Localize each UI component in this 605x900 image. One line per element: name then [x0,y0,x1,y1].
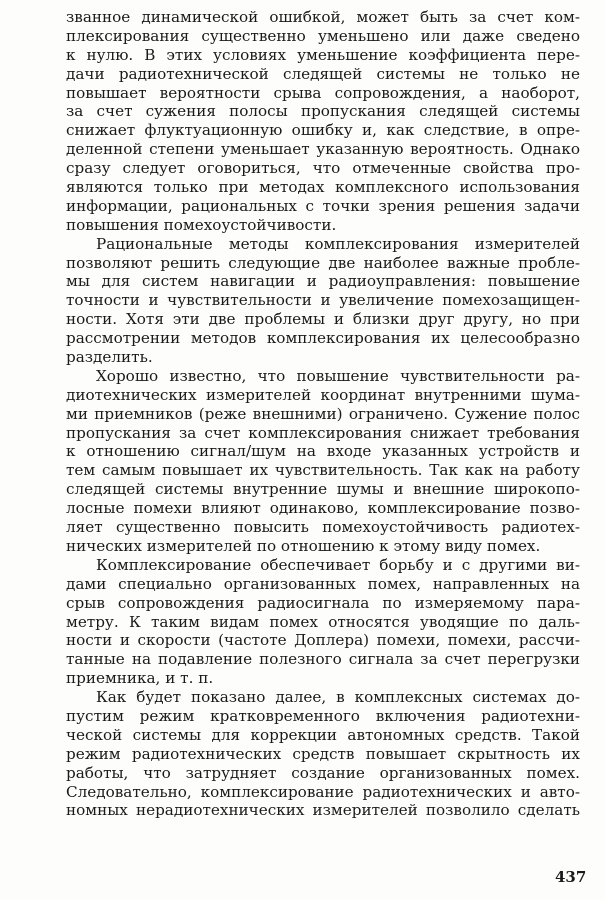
text-line: ми приемников (реже внешними) ограничено. Сужение полос [66,404,580,423]
text-line: пустим режим кратковременного включения радиотехни- [66,706,580,725]
text-line: ности. Хотя эти две проблемы и близки друг другу, но при [66,310,580,329]
text-line: мы для систем навигации и радиоуправления: повышение [66,272,580,291]
text-line: приемника, и т. п. [66,669,214,688]
text-line: снижает флуктуационную ошибку и, как следствие, в опре- [66,121,580,140]
text-line: танные на подавление полезного сигнала за счет перегрузки [66,650,580,669]
text-line: за счет сужения полосы пропускания следящей системы [66,102,580,121]
text-line: пропускания за счет комплексирования снижает требования [66,423,580,442]
text-line: срыв сопровождения радиосигнала по измеряемому пара- [66,593,580,612]
text-line: званное динамической ошибкой, может быть за счет ком- [66,8,580,26]
text-line: позволяют решить следующие две наиболее важные пробле- [66,253,580,272]
text-line: дачи радиотехнической следящей системы не только не [66,64,580,83]
text-line: номных нерадиотехнических измерителей позволило сделать [66,801,580,820]
text-line: сразу следует оговориться, что отмеченные свойства про- [66,159,580,178]
body-text [66,8,580,820]
text-line: Как будет показано далее, в комплексных системах до- [96,688,580,707]
text-line: точности и чувствительности и увеличение помехозащищен- [66,291,580,310]
text-line: диотехнических измерителей координат внутренними шума- [66,385,580,404]
text-line: Комплексирование обеспечивает борьбу и с другими ви- [96,555,580,574]
text-line: режим радиотехнических средств повышает скрытность их [66,744,580,763]
text-line: ности и скорости (частоте Доплера) помехи, помехи, рассчи- [66,631,580,650]
text-line: деленной степени уменьшает указанную вероятность. Однако [66,140,580,159]
text-line: ляет существенно повысить помехоустойчивость радиотех- [66,518,580,537]
text-line: нических измерителей по отношению к этому виду помех. [66,536,541,555]
text-line: ческой системы для коррекции автономных средств. Такой [66,725,580,744]
text-line: к нулю. В этих условиях уменьшение коэффициента пере- [66,45,580,64]
text-line: Хорошо известно, что повышение чувствительности ра- [96,366,580,385]
text-line: Рациональные методы комплексирования измерителей [96,234,580,253]
text-line: лосные помехи влияют одинаково, комплексирование позво- [66,499,580,518]
text-line: тем самым повышает их чувствительность. Так как на работу [66,461,580,480]
text-line: дами специально организованных помех, направленных на [66,574,580,593]
text-line: работы, что затрудняет создание организованных помех. [66,763,580,782]
text-line: являются только при методах комплексного использования [66,178,580,197]
text-line: следящей системы внутренние шумы и внешние широкопо- [66,480,580,499]
page-number: 437 [555,868,587,886]
text-line: к отношению сигнал/шум на входе указанных устройств и [66,442,580,461]
text-line: информации, рациональных с точки зрения решения задачи [66,196,580,215]
text-line: рассмотрении методов комплексирования их целесообразно [66,329,580,348]
text-line: повышения помехоустойчивости. [66,215,337,234]
text-line: повышает вероятности срыва сопровождения, а наоборот, [66,83,580,102]
text-line: Следовательно, комплексирование радиотехнических и авто- [66,782,580,801]
text-line: разделить. [66,348,153,367]
text-line: метру. К таким видам помех относятся уводящие по даль- [66,612,580,631]
text-line: плексирования существенно уменьшено или даже сведено [66,26,580,45]
